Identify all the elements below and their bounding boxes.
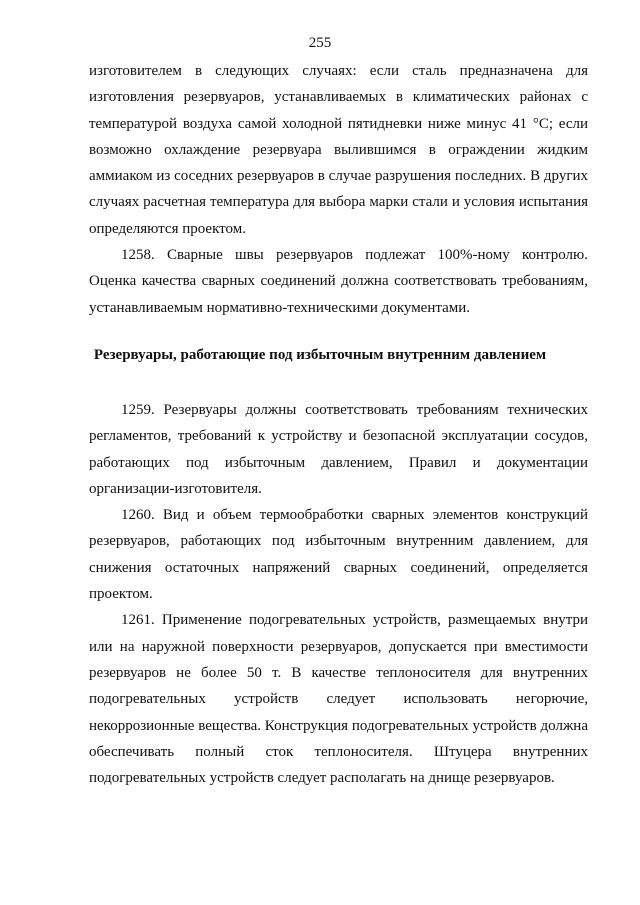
paragraph-1258: 1258. Сварные швы резервуаров подлежат 100%-ному контролю. Оценка качества сварных соединений должна соответствовать требованиям, устанавливаемым нормативно-техническими документами. bbox=[89, 247, 588, 316]
page-number: 255 bbox=[308, 35, 332, 51]
paragraph-1260: 1260. Вид и объем термообработки сварных элементов конструкций резервуаров, работающих под избыточным внутренним давлением, для снижения остаточных напряжений сварных соединений, определяется проектом. bbox=[89, 507, 588, 603]
paragraph-1259: 1259. Резервуары должны соответствовать требованиям технических регламентов, требований к устройству и безопасной эксплуатации сосудов, работающих под избыточным давлением, Правил и документации организации-изготовителя. bbox=[89, 402, 588, 497]
paragraph-1261: 1261. Применение подогревательных устройств, размещаемых внутри или на наружной поверхности резервуаров, допускается при вместимости резервуаров не более 50 т. В качестве теплоносителя для внутренних подогревательных устройств следует использовать негорючие, некоррозионные вещества. Конструкция подогревательных устройств должна обеспечивать полный сток теплоносителя. Штуцера внутренних подогревательных устройств следует располагать на днище резервуаров. bbox=[89, 612, 588, 787]
text-block-top bbox=[89, 58, 588, 321]
section-heading: Резервуары, работающие под избыточным внутренним давлением bbox=[93, 347, 547, 363]
intro-paragraph: изготовителем в следующих случаях: если сталь предназначена для изготовления резервуаров, устанавливаемых в климатических районах с температурой воздуха самой холодной пятидневки ниже минус 41 °С; если возможно охлаждение резервуара вылившимся в ограждении жидким аммиаком из соседних резервуаров в случае разрушения последних. В других случаях расчетная температура для выбора марки стали и условия испытания определяются проектом. bbox=[89, 63, 588, 237]
text-block-bottom bbox=[89, 397, 588, 791]
